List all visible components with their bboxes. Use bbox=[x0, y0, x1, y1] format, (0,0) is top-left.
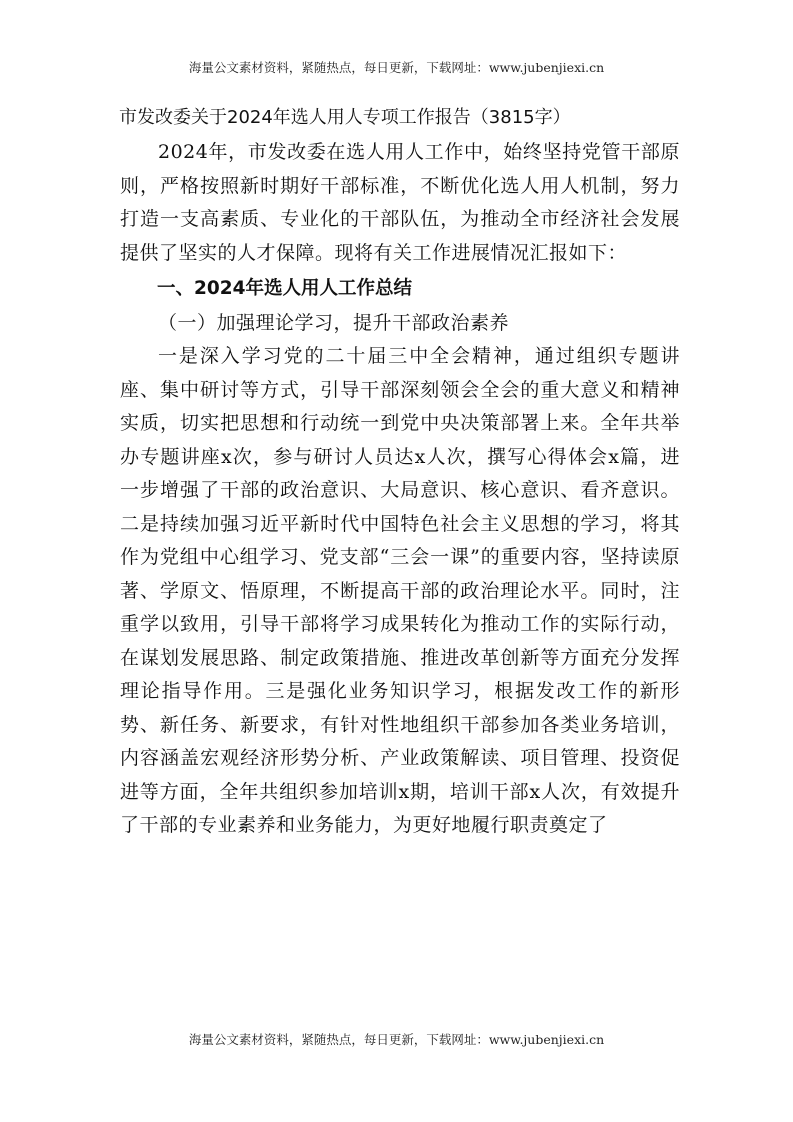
intro-paragraph: 2024年，市发改委在选人用人工作中，始终坚持党管干部原则，严格按照新时期好干部标准，不断优化选人用人机制，努力打造一支高素质、专业化的干部队伍，为推动全市经济社会发展提供了坚实的人才保障。现将有关工作进展情况汇报如下： bbox=[120, 141, 680, 264]
header-banner: 海量公文素材资料，紧随热点，每日更新，下载网址：www.jubenjiexi.cn bbox=[188, 60, 605, 75]
footer-banner: 海量公文素材资料，紧随热点，每日更新，下载网址：www.jubenjiexi.cn bbox=[188, 1032, 605, 1047]
document-title: 市发改委关于2024年选人用人专项工作报告（3815字） bbox=[119, 107, 571, 128]
subsection-heading: （一）加强理论学习，提升干部政治素养 bbox=[158, 312, 510, 334]
section-heading: 一、2024年选人用人工作总结 bbox=[157, 278, 412, 299]
body-paragraph: 一是深入学习党的二十届三中全会精神，通过组织专题讲座、集中研讨等方式，引导干部深刻领会全会的重大意义和精神实质，切实把思想和行动统一到党中央决策部署上来。全年共举办专题讲座x次，参与研讨人员达x人次，撰写心得体会x篇，进一步增强了干部的政治意识、大局意识、核心意识、看齐意识。二是持续加强习近平新时代中国特色社会主义思想的学习，将其作为党组中心组学习、党支部“三会一课”的重要内容，坚持读原著、学原文、悟原理，不断提高干部的政治理论水平。同时，注重学以致用，引导干部将学习成果转化为推动工作的实际行动，在谋划发展思路、制定政策措施、推进改革创新等方面充分发挥理论指导作用。三是强化业务知识学习，根据发改工作的新形势、新任务、新要求，有针对性地组织干部参加各类业务培训，内容涵盖宏观经济形势分析、产业政策解读、项目管理、投资促进等方面，全年共组织参加培训x期，培训干部x人次，有效提升了干部的专业素养和业务能力，为更好地履行职责奠定了 bbox=[120, 345, 680, 836]
document-body bbox=[120, 104, 680, 843]
